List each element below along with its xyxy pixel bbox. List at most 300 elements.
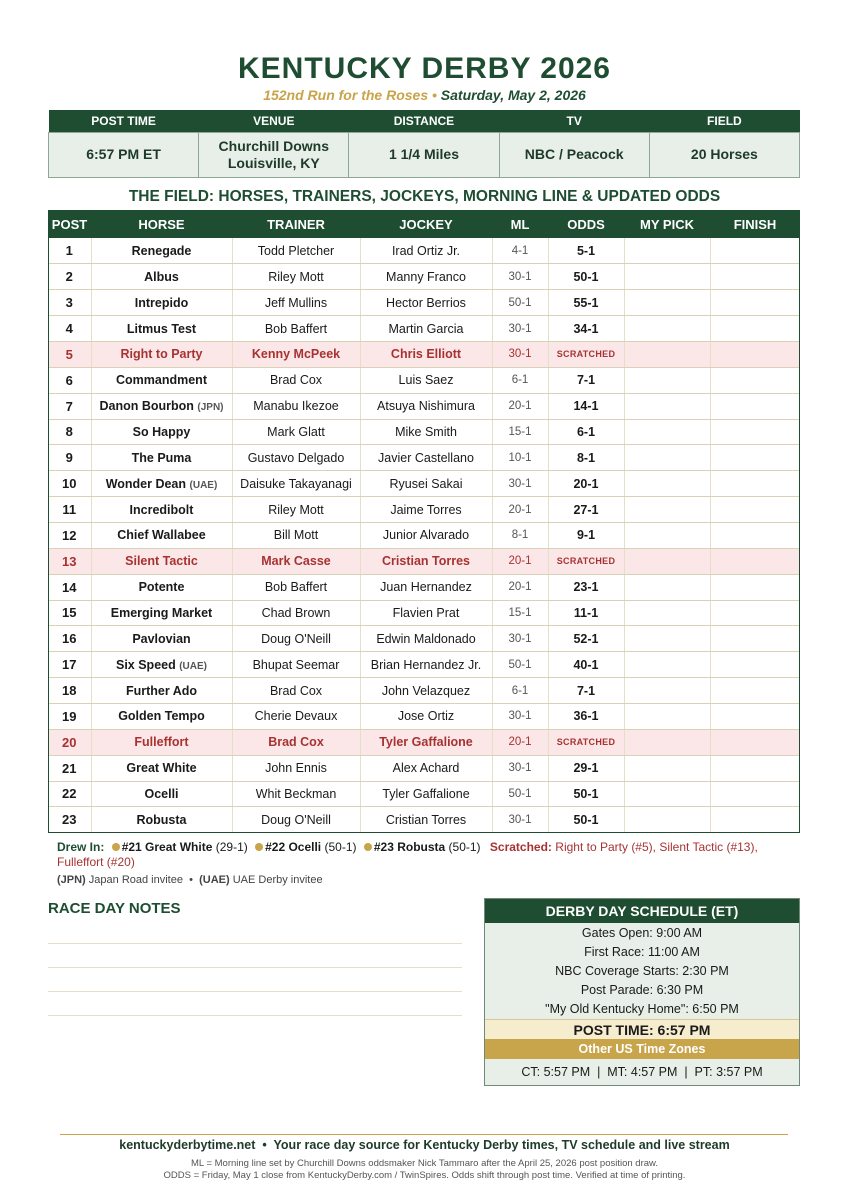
odds-cell: 14-1 xyxy=(548,393,624,419)
table-row xyxy=(48,678,800,704)
trainer-cell: Mark Glatt xyxy=(232,419,360,445)
horse-cell xyxy=(91,471,232,497)
finish-cell[interactable] xyxy=(710,445,800,471)
table-row-scratched xyxy=(48,548,800,574)
table-row xyxy=(48,600,800,626)
finish-cell[interactable] xyxy=(710,678,800,704)
horse-name: Litmus Test xyxy=(126,321,197,336)
finish-cell[interactable] xyxy=(710,781,800,807)
my-pick-cell[interactable] xyxy=(624,419,710,445)
invitee-tag: (UAE) xyxy=(189,479,218,491)
ml-cell: 8-1 xyxy=(492,522,548,548)
odds-cell: 9-1 xyxy=(548,522,624,548)
trainer-cell: Jeff Mullins xyxy=(232,290,360,316)
page-title: KENTUCKY DERBY 2026 xyxy=(237,52,611,85)
jockey-cell: Flavien Prat xyxy=(360,600,492,626)
footer-separator: • xyxy=(262,1138,267,1152)
schedule-item: "My Old Kentucky Home": 6:50 PM xyxy=(545,1002,739,1016)
trainer-cell: Doug O'Neill xyxy=(232,626,360,652)
post-cell: 1 xyxy=(48,238,91,264)
horse-cell xyxy=(91,341,232,367)
my-pick-cell[interactable] xyxy=(624,807,710,833)
finish-cell[interactable] xyxy=(710,755,800,781)
field-header-my-pick: MY PICK xyxy=(624,210,710,238)
ml-cell: 30-1 xyxy=(492,755,548,781)
horse-name: Wonder Dean xyxy=(105,476,187,491)
trainer-cell: Kenny McPeek xyxy=(232,341,360,367)
finish-cell[interactable] xyxy=(710,316,800,342)
jockey-cell: Edwin Maldonado xyxy=(360,626,492,652)
info-header-tv: TV xyxy=(499,110,649,132)
table-row-scratched xyxy=(48,341,800,367)
race-day-notes-title: RACE DAY NOTES xyxy=(48,900,181,917)
invitee-tag: (UAE) xyxy=(179,660,207,672)
table-row xyxy=(48,497,800,523)
odds-cell: 23-1 xyxy=(548,574,624,600)
odds-cell: 52-1 xyxy=(548,626,624,652)
my-pick-cell[interactable] xyxy=(624,341,710,367)
jockey-cell: Tyler Gaffalione xyxy=(360,781,492,807)
jockey-cell: Brian Hernandez Jr. xyxy=(360,652,492,678)
trainer-cell: Todd Pletcher xyxy=(232,238,360,264)
post-cell: 11 xyxy=(48,497,91,523)
my-pick-cell[interactable] xyxy=(624,522,710,548)
ml-cell: 30-1 xyxy=(492,264,548,290)
post-cell: 7 xyxy=(48,393,91,419)
table-row xyxy=(48,626,800,652)
info-venue-name: Churchill Downs xyxy=(218,137,329,154)
table-row xyxy=(48,703,800,729)
field-header-horse: HORSE xyxy=(91,210,232,238)
ml-cell: 20-1 xyxy=(492,729,548,755)
horse-cell xyxy=(91,729,232,755)
horse-cell xyxy=(91,264,232,290)
finish-cell[interactable] xyxy=(710,548,800,574)
trainer-cell: Whit Beckman xyxy=(232,781,360,807)
ml-cell: 30-1 xyxy=(492,471,548,497)
drew-in-name: #23 Robusta xyxy=(373,840,446,854)
trainer-cell: Riley Mott xyxy=(232,497,360,523)
ml-cell: 10-1 xyxy=(492,445,548,471)
footer-main xyxy=(0,1138,849,1152)
table-row-scratched xyxy=(48,729,800,755)
info-header-venue: VENUE xyxy=(199,110,349,132)
horse-cell xyxy=(91,497,232,523)
jockey-cell: Tyler Gaffalione xyxy=(360,729,492,755)
post-cell: 3 xyxy=(48,290,91,316)
jockey-cell: Atsuya Nishimura xyxy=(360,393,492,419)
horse-cell xyxy=(91,548,232,574)
field-header-finish: FINISH xyxy=(710,210,800,238)
my-pick-cell[interactable] xyxy=(624,445,710,471)
schedule-item: First Race: 11:00 AM xyxy=(584,945,700,959)
finish-cell[interactable] xyxy=(710,238,800,264)
schedule-item: NBC Coverage Starts: 2:30 PM xyxy=(555,964,729,978)
ml-cell: 6-1 xyxy=(492,678,548,704)
horse-name: Danon Bourbon xyxy=(99,399,194,414)
horse-name: Great White xyxy=(126,761,197,776)
ml-cell: 50-1 xyxy=(492,652,548,678)
odds-cell: 7-1 xyxy=(548,678,624,704)
finish-cell[interactable] xyxy=(710,471,800,497)
legend-jpn-code: (JPN) xyxy=(57,874,86,886)
trainer-cell: Mark Casse xyxy=(232,548,360,574)
table-row xyxy=(48,574,800,600)
trainer-cell: Daisuke Takayanagi xyxy=(232,471,360,497)
schedule-item: Gates Open: 9:00 AM xyxy=(581,926,703,940)
footer-ml-note: ML = Morning line set by Churchill Downs oddsmaker Nick Tammaro after the April 25, 2026 post position draw. xyxy=(190,1158,659,1169)
gold-dot-icon xyxy=(255,843,263,851)
jockey-cell: Manny Franco xyxy=(360,264,492,290)
horse-cell xyxy=(91,678,232,704)
finish-cell[interactable] xyxy=(710,522,800,548)
my-pick-cell[interactable] xyxy=(624,264,710,290)
note-line[interactable] xyxy=(48,967,462,968)
schedule-title: DERBY DAY SCHEDULE (ET) xyxy=(485,899,799,923)
odds-cell: 5-1 xyxy=(548,238,624,264)
trainer-cell: Chad Brown xyxy=(232,600,360,626)
my-pick-cell[interactable] xyxy=(624,238,710,264)
schedule-timezones: CT: 5:57 PM | MT: 4:57 PM | PT: 3:57 PM xyxy=(521,1065,763,1079)
jockey-cell: Mike Smith xyxy=(360,419,492,445)
odds-cell: 50-1 xyxy=(548,781,624,807)
jockey-cell: Cristian Torres xyxy=(360,548,492,574)
finish-cell[interactable] xyxy=(710,626,800,652)
finish-cell[interactable] xyxy=(710,393,800,419)
odds-cell: 40-1 xyxy=(548,652,624,678)
page-subtitle xyxy=(0,87,849,103)
horse-cell xyxy=(91,238,232,264)
table-row xyxy=(48,522,800,548)
field-section-title: THE FIELD: HORSES, TRAINERS, JOCKEYS, MORNING LINE & UPDATED ODDS xyxy=(128,188,721,205)
footer-tagline: Your race day source for Kentucky Derby times, TV schedule and live stream xyxy=(273,1138,730,1152)
trainer-cell: Bill Mott xyxy=(232,522,360,548)
drew-in-line xyxy=(57,840,797,870)
ml-cell: 30-1 xyxy=(492,703,548,729)
horse-name: Commandment xyxy=(116,373,207,388)
trainer-cell: Riley Mott xyxy=(232,264,360,290)
field-header-post: POST xyxy=(48,210,91,238)
drew-in-odds: (50-1) xyxy=(324,840,357,854)
finish-cell[interactable] xyxy=(710,264,800,290)
horse-name: So Happy xyxy=(132,424,191,439)
invitee-tag: (JPN) xyxy=(197,402,224,414)
trainer-cell: Bhupat Seemar xyxy=(232,652,360,678)
finish-cell[interactable] xyxy=(710,290,800,316)
horse-cell xyxy=(91,290,232,316)
ml-cell: 30-1 xyxy=(492,341,548,367)
trainer-cell: Brad Cox xyxy=(232,367,360,393)
ml-cell: 30-1 xyxy=(492,807,548,833)
my-pick-cell[interactable] xyxy=(624,548,710,574)
my-pick-cell[interactable] xyxy=(624,755,710,781)
jockey-cell: Martin Garcia xyxy=(360,316,492,342)
scratched-label: Scratched: xyxy=(489,840,552,854)
legend-jpn-text: Japan Road invitee xyxy=(88,874,183,886)
odds-cell: 55-1 xyxy=(548,290,624,316)
odds-cell: SCRATCHED xyxy=(548,729,624,755)
ml-cell: 30-1 xyxy=(492,626,548,652)
odds-cell: 20-1 xyxy=(548,471,624,497)
odds-cell: 50-1 xyxy=(548,807,624,833)
legend-uae-code: (UAE) xyxy=(199,874,230,886)
jockey-cell: Javier Castellano xyxy=(360,445,492,471)
post-cell: 10 xyxy=(48,471,91,497)
post-cell: 2 xyxy=(48,264,91,290)
field-header-jockey: JOCKEY xyxy=(360,210,492,238)
odds-cell: 6-1 xyxy=(548,419,624,445)
odds-cell: 7-1 xyxy=(548,367,624,393)
post-cell: 12 xyxy=(48,522,91,548)
ml-cell: 4-1 xyxy=(492,238,548,264)
my-pick-cell[interactable] xyxy=(624,652,710,678)
post-cell: 15 xyxy=(48,600,91,626)
post-cell: 20 xyxy=(48,729,91,755)
finish-cell[interactable] xyxy=(710,600,800,626)
table-row xyxy=(48,238,800,264)
horse-cell xyxy=(91,367,232,393)
legend-separator: • xyxy=(189,874,193,886)
horse-name: Incredibolt xyxy=(129,502,194,517)
subtitle-run: 152nd Run for the Roses xyxy=(263,87,429,103)
my-pick-cell[interactable] xyxy=(624,600,710,626)
jockey-cell: Ryusei Sakai xyxy=(360,471,492,497)
horse-name: Golden Tempo xyxy=(118,709,205,724)
finish-cell[interactable] xyxy=(710,703,800,729)
horse-cell xyxy=(91,652,232,678)
horse-name: Silent Tactic xyxy=(125,554,198,569)
ml-cell: 20-1 xyxy=(492,574,548,600)
my-pick-cell[interactable] xyxy=(624,574,710,600)
table-row xyxy=(48,367,800,393)
odds-cell: 27-1 xyxy=(548,497,624,523)
finish-cell[interactable] xyxy=(710,807,800,833)
post-cell: 21 xyxy=(48,755,91,781)
subtitle-separator: • xyxy=(428,87,441,103)
horse-cell xyxy=(91,574,232,600)
trainer-cell: Doug O'Neill xyxy=(232,807,360,833)
my-pick-cell[interactable] xyxy=(624,678,710,704)
info-venue-city: Louisville, KY xyxy=(227,154,320,171)
horse-name: Robusta xyxy=(136,812,187,827)
drew-in-name: #21 Great White xyxy=(121,840,213,854)
subtitle-date: Saturday, May 2, 2026 xyxy=(440,87,586,103)
table-row xyxy=(48,264,800,290)
horse-name: Fulleffort xyxy=(134,735,189,750)
jockey-cell: Junior Alvarado xyxy=(360,522,492,548)
horse-cell xyxy=(91,316,232,342)
odds-cell: 11-1 xyxy=(548,600,624,626)
ml-cell: 6-1 xyxy=(492,367,548,393)
post-cell: 17 xyxy=(48,652,91,678)
my-pick-cell[interactable] xyxy=(624,781,710,807)
ml-cell: 50-1 xyxy=(492,781,548,807)
finish-cell[interactable] xyxy=(710,497,800,523)
gold-dot-icon xyxy=(364,843,372,851)
footer-divider xyxy=(60,1134,788,1135)
horse-cell xyxy=(91,755,232,781)
horse-cell xyxy=(91,419,232,445)
info-tv: NBC / Peacock xyxy=(499,132,649,177)
odds-cell: 29-1 xyxy=(548,755,624,781)
note-line[interactable] xyxy=(48,1015,462,1016)
my-pick-cell[interactable] xyxy=(624,703,710,729)
field-header-trainer: TRAINER xyxy=(232,210,360,238)
horse-cell xyxy=(91,703,232,729)
post-cell: 8 xyxy=(48,419,91,445)
post-cell: 4 xyxy=(48,316,91,342)
info-header-post-time: POST TIME xyxy=(49,110,199,132)
post-cell: 23 xyxy=(48,807,91,833)
ml-cell: 20-1 xyxy=(492,393,548,419)
table-row xyxy=(48,316,800,342)
drew-in-name: #22 Ocelli xyxy=(265,840,322,854)
finish-cell[interactable] xyxy=(710,419,800,445)
table-row xyxy=(48,471,800,497)
horse-name: Renegade xyxy=(131,243,192,258)
odds-cell: SCRATCHED xyxy=(548,548,624,574)
schedule-item: Post Parade: 6:30 PM xyxy=(580,983,704,997)
odds-cell: 34-1 xyxy=(548,316,624,342)
post-cell: 6 xyxy=(48,367,91,393)
race-info-table xyxy=(48,110,800,178)
drew-in-odds: (50-1) xyxy=(448,840,481,854)
finish-cell[interactable] xyxy=(710,367,800,393)
table-row xyxy=(48,445,800,471)
derby-day-schedule xyxy=(484,898,800,1086)
jockey-cell: Irad Ortiz Jr. xyxy=(360,238,492,264)
table-row xyxy=(48,807,800,833)
post-cell: 5 xyxy=(48,341,91,367)
horse-name: Potente xyxy=(138,580,185,595)
jockey-cell: Jose Ortiz xyxy=(360,703,492,729)
horse-name: Right to Party xyxy=(120,347,203,362)
post-cell: 22 xyxy=(48,781,91,807)
trainer-cell: John Ennis xyxy=(232,755,360,781)
table-row xyxy=(48,419,800,445)
horse-cell xyxy=(91,445,232,471)
trainer-cell: Brad Cox xyxy=(232,729,360,755)
invitee-legend xyxy=(57,874,323,886)
horse-name: Albus xyxy=(144,269,179,284)
finish-cell[interactable] xyxy=(710,729,800,755)
trainer-cell: Bob Baffert xyxy=(232,316,360,342)
ml-cell: 15-1 xyxy=(492,600,548,626)
trainer-cell: Brad Cox xyxy=(232,678,360,704)
horse-name: Six Speed xyxy=(115,657,176,672)
post-cell: 14 xyxy=(48,574,91,600)
finish-cell[interactable] xyxy=(710,574,800,600)
horse-cell xyxy=(91,807,232,833)
drew-in-label: Drew In: xyxy=(57,840,105,854)
horse-name: Intrepido xyxy=(134,295,189,310)
jockey-cell: Hector Berrios xyxy=(360,290,492,316)
ml-cell: 30-1 xyxy=(492,316,548,342)
my-pick-cell[interactable] xyxy=(624,367,710,393)
my-pick-cell[interactable] xyxy=(624,497,710,523)
trainer-cell: Gustavo Delgado xyxy=(232,445,360,471)
horse-name: Chief Wallabee xyxy=(117,528,206,543)
footer-site-link[interactable]: kentuckyderbytime.net xyxy=(119,1138,256,1152)
my-pick-cell[interactable] xyxy=(624,290,710,316)
legend-uae-text: UAE Derby invitee xyxy=(232,874,323,886)
jockey-cell: Cristian Torres xyxy=(360,807,492,833)
odds-cell: SCRATCHED xyxy=(548,341,624,367)
ml-cell: 15-1 xyxy=(492,419,548,445)
info-header-field: FIELD xyxy=(649,110,799,132)
post-cell: 9 xyxy=(48,445,91,471)
note-line[interactable] xyxy=(48,943,462,944)
field-table xyxy=(48,210,800,833)
post-cell: 16 xyxy=(48,626,91,652)
horse-name: The Puma xyxy=(131,450,192,465)
my-pick-cell[interactable] xyxy=(624,316,710,342)
info-post-time: 6:57 PM ET xyxy=(49,132,199,177)
table-row xyxy=(48,652,800,678)
schedule-post-time: POST TIME: 6:57 PM xyxy=(485,1019,799,1039)
gold-dot-icon xyxy=(112,843,120,851)
jockey-cell: Alex Achard xyxy=(360,755,492,781)
odds-cell: 8-1 xyxy=(548,445,624,471)
horse-cell xyxy=(91,626,232,652)
trainer-cell: Bob Baffert xyxy=(232,574,360,600)
jockey-cell: Chris Elliott xyxy=(360,341,492,367)
footer-odds-note: ODDS = Friday, May 1 close from KentuckyDerby.com / TwinSpires. Odds shift through post time. Verified at time of printing. xyxy=(163,1170,686,1181)
info-distance: 1 1/4 Miles xyxy=(349,132,499,177)
horse-cell xyxy=(91,522,232,548)
horse-cell xyxy=(91,781,232,807)
table-row xyxy=(48,290,800,316)
finish-cell[interactable] xyxy=(710,341,800,367)
my-pick-cell[interactable] xyxy=(624,729,710,755)
horse-name: Further Ado xyxy=(125,683,198,698)
post-cell: 19 xyxy=(48,703,91,729)
finish-cell[interactable] xyxy=(710,652,800,678)
post-cell: 13 xyxy=(48,548,91,574)
my-pick-cell[interactable] xyxy=(624,471,710,497)
horse-name: Emerging Market xyxy=(110,605,213,620)
schedule-timezones-title: Other US Time Zones xyxy=(485,1039,799,1059)
note-line[interactable] xyxy=(48,991,462,992)
field-header-ml: ML xyxy=(492,210,548,238)
my-pick-cell[interactable] xyxy=(624,626,710,652)
table-row xyxy=(48,781,800,807)
my-pick-cell[interactable] xyxy=(624,393,710,419)
table-row xyxy=(48,755,800,781)
post-cell: 18 xyxy=(48,678,91,704)
horse-cell xyxy=(91,393,232,419)
field-table-body xyxy=(48,238,800,833)
horse-name: Ocelli xyxy=(144,786,179,801)
horse-name: Pavlovian xyxy=(132,631,191,646)
horse-cell xyxy=(91,600,232,626)
table-row xyxy=(48,393,800,419)
ml-cell: 20-1 xyxy=(492,548,548,574)
field-header-odds: ODDS xyxy=(548,210,624,238)
odds-cell: 36-1 xyxy=(548,703,624,729)
jockey-cell: John Velazquez xyxy=(360,678,492,704)
jockey-cell: Luis Saez xyxy=(360,367,492,393)
ml-cell: 50-1 xyxy=(492,290,548,316)
scratched-list: Right to Party (#5), Silent Tactic (#13), Fulleffort (#20) xyxy=(57,840,758,869)
info-venue xyxy=(199,132,349,177)
drew-in-odds: (29-1) xyxy=(215,840,248,854)
info-header-distance: DISTANCE xyxy=(349,110,499,132)
info-field: 20 Horses xyxy=(649,132,799,177)
odds-cell: 50-1 xyxy=(548,264,624,290)
ml-cell: 20-1 xyxy=(492,497,548,523)
jockey-cell: Jaime Torres xyxy=(360,497,492,523)
